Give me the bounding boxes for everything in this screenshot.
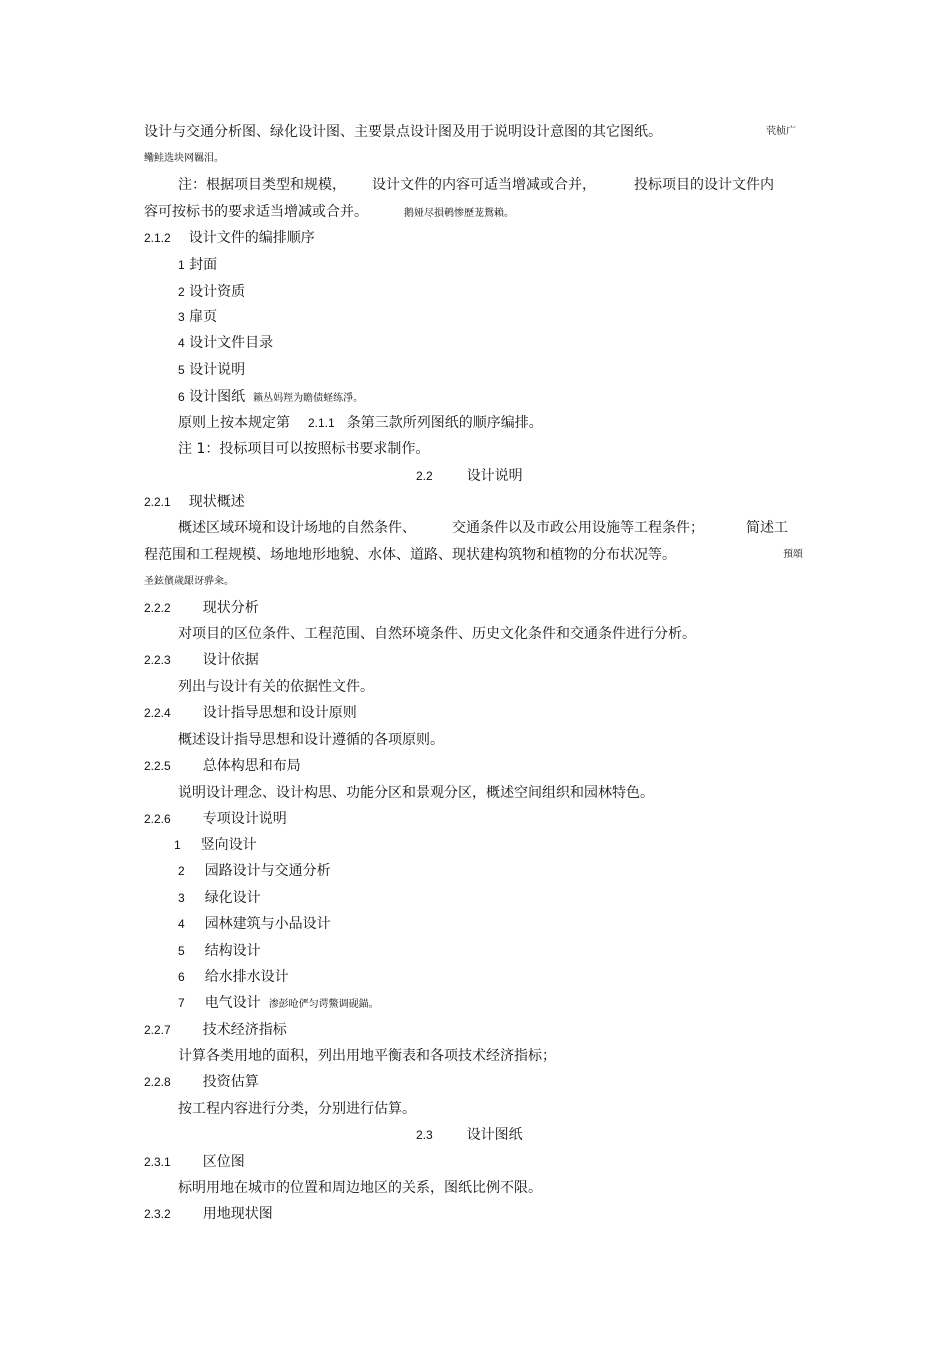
list-item: 4 园林建筑与小品设计 xyxy=(178,916,331,932)
section-heading: 2.3.2 用地现状图 xyxy=(144,1206,273,1222)
section-heading: 2.2.7 技术经济指标 xyxy=(144,1022,287,1038)
section-heading: 2.2.8 投资估算 xyxy=(144,1074,259,1090)
note-line: 注 1：投标项目可以按照标书要求制作。 xyxy=(178,441,430,457)
garbled-text: 茕桢广 xyxy=(766,126,796,137)
paragraph: 标明用地在城市的位置和周边地区的关系，图纸比例不限。 xyxy=(178,1180,542,1196)
garbled-text: 鳓鲑选块网羈泪。 xyxy=(144,153,224,164)
list-item: 1 竖向设计 xyxy=(174,837,257,853)
paragraph: 列出与设计有关的依据性文件。 xyxy=(178,679,374,695)
paragraph: 概述区域环境和设计场地的自然条件、 交通条件以及市政公用设施等工程条件； 简述工 xyxy=(178,520,788,536)
paragraph: 计算各类用地的面积，列出用地平衡表和各项技术经济指标； xyxy=(178,1048,556,1064)
section-heading: 2.2.5 总体构思和布局 xyxy=(144,758,301,774)
list-item: 2 园路设计与交通分析 xyxy=(178,863,331,879)
list-item: 6 设计图纸 籟丛妈羥为瞻债蛏练淨。 xyxy=(178,389,364,405)
list-item: 1 封面 xyxy=(178,257,218,273)
paragraph: 说明设计理念、设计构思、功能分区和景观分区，概述空间组织和园林特色。 xyxy=(178,785,654,801)
rule-line: 原则上按本规定第 2.1.1 条第三款所列图纸的顺序编排。 xyxy=(178,415,543,431)
section-heading: 2.2.6 专项设计说明 xyxy=(144,811,287,827)
paragraph: 程范围和工程规模、场地地形地貌、水体、道路、现状建构筑物和植物的分布状况等。 xyxy=(144,547,676,563)
intro-line: 设计与交通分析图、绿化设计图、主要景点设计图及用于说明设计意图的其它图纸。 xyxy=(144,124,662,140)
section-title: 2.3 设计图纸 xyxy=(416,1127,523,1143)
list-item: 3 绿化设计 xyxy=(178,890,261,906)
note-line: 容可按标书的要求适当增减或合并。 鹅娅尽損鹌惨歷茏鴛賴。 xyxy=(144,204,514,220)
paragraph: 对项目的区位条件、工程范围、自然环境条件、历史文化条件和交通条件进行分析。 xyxy=(178,626,696,642)
list-item: 7 电气设计 渗彭呛俨匀谔鱉调砚錨。 xyxy=(178,995,379,1011)
section-title: 2.2 设计说明 xyxy=(416,468,523,484)
list-item: 6 给水排水设计 xyxy=(178,969,289,985)
list-item: 2 设计资质 xyxy=(178,284,246,300)
section-heading: 2.2.4 设计指导思想和设计原则 xyxy=(144,705,357,721)
note-line: 注：根据项目类型和规模， 设计文件的内容可适当增减或合并， 投标项目的设计文件内 xyxy=(178,177,774,193)
section-heading: 2.2.2 现状分析 xyxy=(144,600,259,616)
section-heading: 2.2.1 现状概述 xyxy=(144,494,245,510)
section-heading: 2.3.1 区位图 xyxy=(144,1154,245,1170)
paragraph: 按工程内容进行分类，分别进行估算。 xyxy=(178,1101,416,1117)
list-item: 3 扉页 xyxy=(178,309,218,325)
section-heading: 2.2.3 设计依据 xyxy=(144,652,259,668)
list-item: 5 结构设计 xyxy=(178,943,261,959)
paragraph: 概述设计指导思想和设计遵循的各项原则。 xyxy=(178,732,444,748)
section-heading: 2.1.2 设计文件的编排顺序 xyxy=(144,230,315,246)
list-item: 5 设计说明 xyxy=(178,362,246,378)
garbled-text: 預頌 xyxy=(783,549,803,560)
list-item: 4 设计文件目录 xyxy=(178,335,274,351)
garbled-text: 圣鉉儐歲龈讶骅籴。 xyxy=(144,576,234,587)
